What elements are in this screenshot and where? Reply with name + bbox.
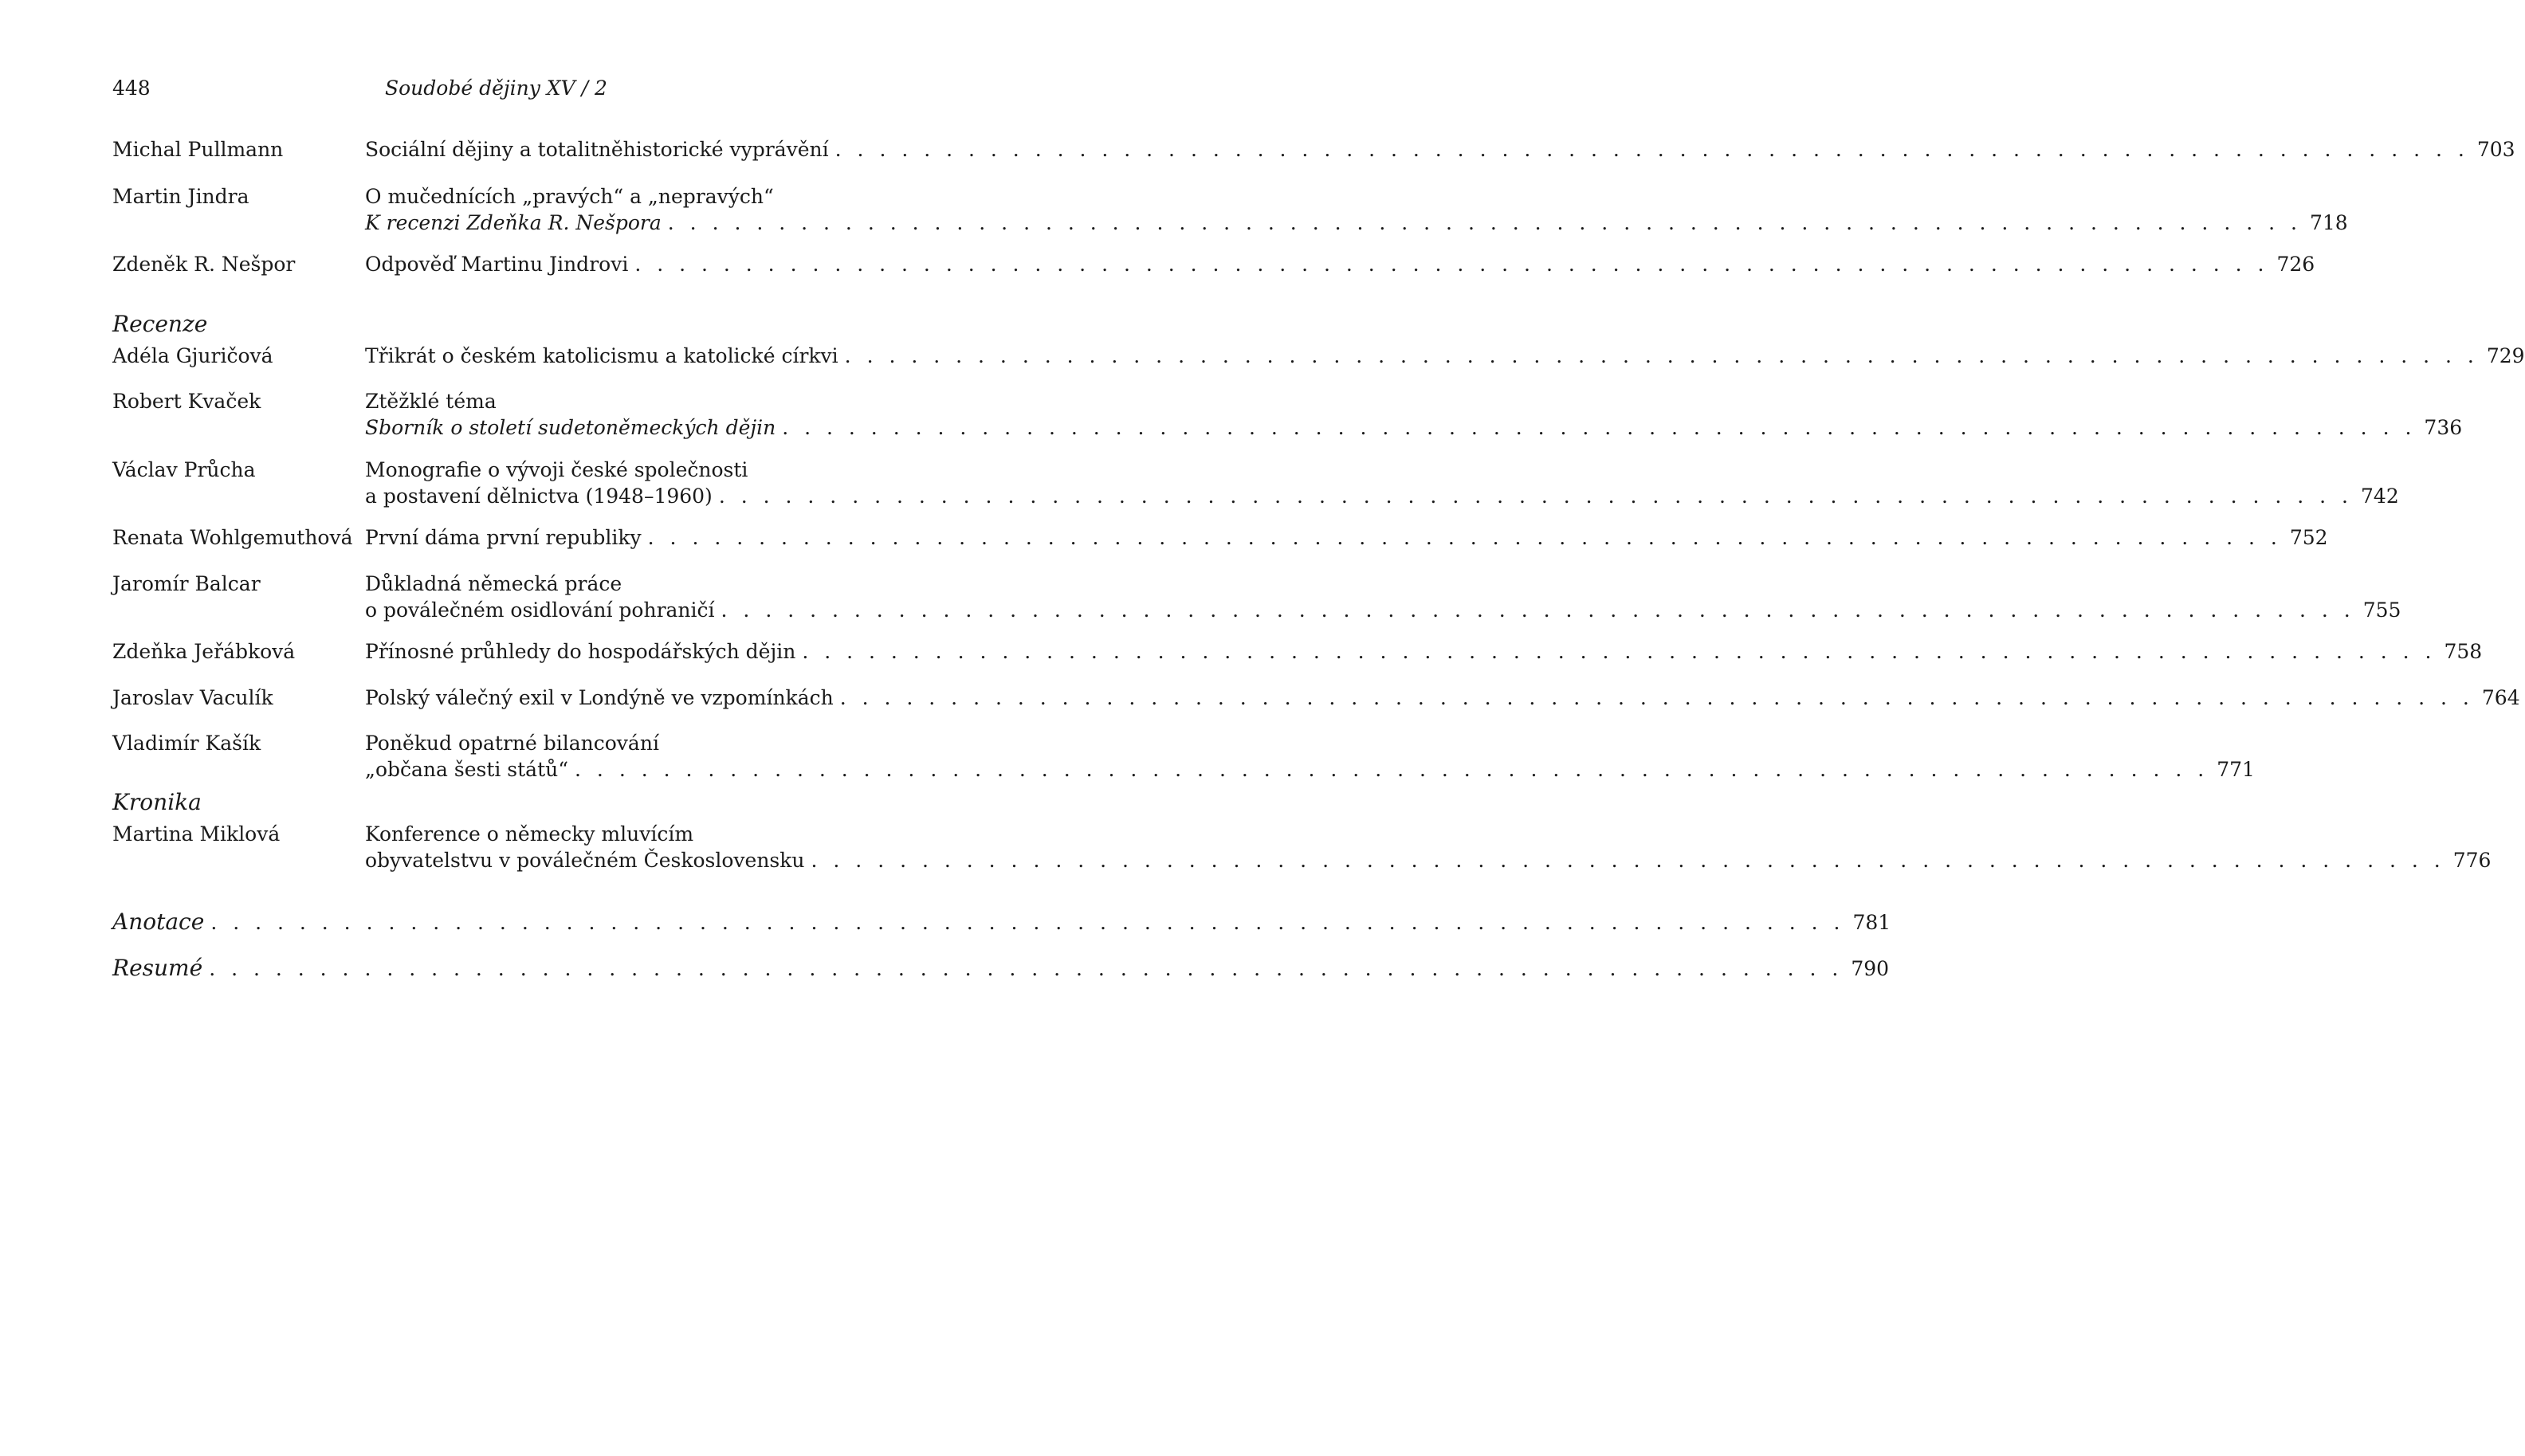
dot-leader: . . . . . . . . . . . . . . . . . . . . . . . . . . . . . . . . . . . . . . . . . . . . . . . . . . . . . . . . . . . . . . . . . . . . . . . . . . <box>839 686 2474 709</box>
entry-title <box>365 136 2515 163</box>
title-text: Poněkud opatrné bilancování <box>365 732 659 755</box>
title-text: „občana šesti států“ <box>365 758 569 781</box>
title-text: Přínosné průhledy do hospodářských dějin <box>365 640 796 663</box>
entry-page-number: 752 <box>2289 526 2328 549</box>
title-line <box>365 210 2348 236</box>
title-line <box>365 388 861 414</box>
entry-page-number: 729 <box>2486 344 2525 367</box>
dot-leader: . . . . . . . . . . . . . . . . . . . . . . . . . . . . . . . . . . . . . . . . . . . . . . . . . . . . . . . . . . . . . . . . . . . . . . . . . . <box>802 640 2437 663</box>
dot-leader: . . . . . . . . . . . . . . . . . . . . . . . . . . . . . . . . . . . . . . . . . . . . . . . . . . . . . . . . . . . . . . . . . . . . . . . . . . <box>647 526 2282 549</box>
title-text: Polský válečný exil v Londýně ve vzpomínkách <box>365 686 834 709</box>
entry-title <box>365 524 2328 551</box>
title-text: Ztěžklé téma <box>365 390 497 413</box>
entry-page-number: 703 <box>2476 138 2515 161</box>
title-line <box>365 571 861 597</box>
entry-page-number: 742 <box>2361 485 2399 508</box>
entry-author: Adéla Gjuričová <box>112 344 273 367</box>
title-line <box>365 756 2255 783</box>
entry-page-number: 776 <box>2452 849 2492 872</box>
entry-author: Zdeňka Jeřábková <box>112 640 296 663</box>
entry-title <box>365 571 2401 623</box>
section-heading-recenze: Recenze <box>112 311 208 337</box>
title-line <box>365 638 2483 665</box>
dot-leader: . . . . . . . . . . . . . . . . . . . . . . . . . . . . . . . . . . . . . . . . . . . . . . . . . . . . . . . . . . . . . . . . . . . . . . . . . . <box>721 598 2355 622</box>
title-line <box>365 597 2401 623</box>
title-line <box>365 414 2463 441</box>
title-line <box>365 821 861 847</box>
running-header: Soudobé dějiny XV / 2 <box>385 77 607 100</box>
title-text: Konference o německy mluvícím <box>365 822 694 846</box>
dot-leader: . . . . . . . . . . . . . . . . . . . . . . . . . . . . . . . . . . . . . . . . . . . . . . . . . . . . . . . . . . . . . . . . . . . . . . . . . . <box>210 911 1845 934</box>
title-text: Sociální dějiny a totalitněhistorické vyprávění <box>365 138 829 161</box>
title-text: Třikrát o českém katolicismu a katolické církvi <box>365 344 838 367</box>
title-line <box>112 909 1891 936</box>
entry-author: Vladimír Kašík <box>112 732 261 755</box>
title-line <box>365 685 2520 711</box>
dot-leader: . . . . . . . . . . . . . . . . . . . . . . . . . . . . . . . . . . . . . . . . . . . . . . . . . . . . . . . . . . . . . . . . . . . . . . . . . . <box>209 957 1844 980</box>
entry-page-number: 790 <box>1851 957 1890 980</box>
entry-page-number: 758 <box>2444 640 2483 663</box>
title-line <box>112 955 1890 982</box>
dot-leader: . . . . . . . . . . . . . . . . . . . . . . . . . . . . . . . . . . . . . . . . . . . . . . . . . . . . . . . . . . . . . . . . . . . . . . . . . . <box>667 211 2302 234</box>
entry-page-number: 736 <box>2424 416 2463 439</box>
title-text: První dáma první republiky <box>365 526 642 549</box>
entry-page-number: 718 <box>2309 211 2348 234</box>
entry-author: Jaromír Balcar <box>112 572 261 595</box>
entry-page-number: 771 <box>2217 758 2255 781</box>
entry-author: Václav Průcha <box>112 458 256 481</box>
entry-title <box>365 251 2315 277</box>
title-text: Sborník o století sudetoněmeckých dějin <box>365 416 776 439</box>
title-text: Odpověď Martinu Jindrovi <box>365 253 629 276</box>
entry-title <box>365 457 2399 509</box>
title-line <box>365 730 861 756</box>
entry-title <box>365 388 2463 441</box>
dot-leader: . . . . . . . . . . . . . . . . . . . . . . . . . . . . . . . . . . . . . . . . . . . . . . . . . . . . . . . . . . . . . . . . . . . . . . . . . . <box>782 416 2417 439</box>
toc-entry-closing <box>112 909 1891 936</box>
entry-title <box>365 343 2525 369</box>
dot-leader: . . . . . . . . . . . . . . . . . . . . . . . . . . . . . . . . . . . . . . . . . . . . . . . . . . . . . . . . . . . . . . . . . . . . . . . . . . <box>811 849 2445 872</box>
title-line <box>365 847 2492 873</box>
title-text: K recenzi Zdeňka R. Nešpora <box>365 211 662 234</box>
section-heading-kronika: Kronika <box>112 789 202 815</box>
title-line <box>365 183 861 210</box>
title-text: Monografie o vývoji české společnosti <box>365 458 748 481</box>
title-line <box>365 524 2328 551</box>
entry-author: Renata Wohlgemuthová <box>112 526 353 549</box>
toc-entry-closing <box>112 955 1890 982</box>
entry-author: Martin Jindra <box>112 185 249 208</box>
title-line <box>365 457 861 483</box>
dot-leader: . . . . . . . . . . . . . . . . . . . . . . . . . . . . . . . . . . . . . . . . . . . . . . . . . . . . . . . . . . . . . . . . . . . . . . . . . . <box>844 344 2479 367</box>
entry-title <box>365 730 2255 783</box>
entry-title <box>365 638 2483 665</box>
entry-author: Michal Pullmann <box>112 138 284 161</box>
entry-page-number: 781 <box>1852 911 1891 934</box>
entry-author: Zdeněk R. Nešpor <box>112 253 296 276</box>
title-text: o poválečném osidlování pohraničí <box>365 598 715 622</box>
closing-label: Resumé <box>112 955 203 981</box>
title-line <box>365 483 2399 509</box>
entry-page-number: 726 <box>2276 253 2315 276</box>
dot-leader: . . . . . . . . . . . . . . . . . . . . . . . . . . . . . . . . . . . . . . . . . . . . . . . . . . . . . . . . . . . . . . . . . . . . . . . . . . <box>634 253 2269 276</box>
entry-page-number: 755 <box>2362 598 2401 622</box>
entry-author: Martina Miklová <box>112 822 281 846</box>
closing-label: Anotace <box>112 909 205 935</box>
entry-title <box>365 685 2520 711</box>
title-text: obyvatelstvu v poválečném Československu <box>365 849 805 872</box>
dot-leader: . . . . . . . . . . . . . . . . . . . . . . . . . . . . . . . . . . . . . . . . . . . . . . . . . . . . . . . . . . . . . . . . . . . . . . . . . . <box>718 485 2354 508</box>
title-line <box>365 343 2525 369</box>
entry-author: Robert Kvaček <box>112 390 261 413</box>
title-text: Důkladná německá práce <box>365 572 622 595</box>
title-line <box>365 251 2315 277</box>
page-number: 448 <box>112 77 151 100</box>
dot-leader: . . . . . . . . . . . . . . . . . . . . . . . . . . . . . . . . . . . . . . . . . . . . . . . . . . . . . . . . . . . . . . . . . . . . . . . . . . <box>575 758 2209 781</box>
entry-title <box>365 821 2492 873</box>
title-text: O mučednících „pravých“ a „nepravých“ <box>365 185 774 208</box>
entry-page-number: 764 <box>2481 686 2520 709</box>
dot-leader: . . . . . . . . . . . . . . . . . . . . . . . . . . . . . . . . . . . . . . . . . . . . . . . . . . . . . . . . . . . . . . . . . . . . . . . . . . <box>834 138 2469 161</box>
title-text: a postavení dělnictva (1948–1960) <box>365 485 713 508</box>
title-line <box>365 136 2515 163</box>
entry-title <box>365 183 2348 236</box>
entry-author: Jaroslav Vaculík <box>112 686 273 709</box>
